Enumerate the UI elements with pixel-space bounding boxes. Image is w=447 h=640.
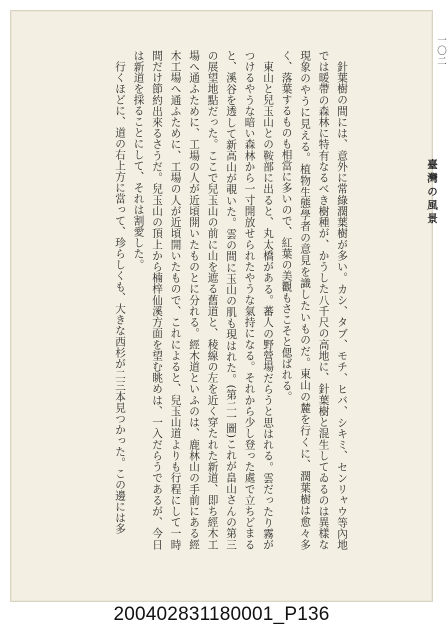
scan-identifier: 200402831180001_P136 — [113, 604, 330, 625]
book-page — [10, 10, 446, 602]
paragraph-1: 針葉樹の間には、意外に常綠濶葉樹が多い。カシ、タブ、モチ、ヒバ、シキミ、センリャウ等內地では暖帶の森林に特有なるべき樹種が、かうした八千尺の高地に、針葉樹と混生してゐるのは異樣な現象のやうに見える。植物生態學者の意見を識したいものだ。東山の麓を行くに、濶葉樹は愈々多く、落葉するものも相當に多いので、紅葉の美觀もさこそと偲ばれる。 — [280, 50, 348, 550]
running-head: 臺灣の風景 — [426, 159, 438, 227]
text-frame — [39, 17, 446, 563]
body-text — [111, 50, 352, 550]
paragraph-2: 東山と兒玉山との鞍部に出ると、丸太橋がある。蕃人の野營場だらうと思はれる。雲だったり霧がつけるやうな暗い森林から一寸開放せられたやうな氣持になる。それから少し登った處で立ちどまると、溪谷を透して新高山が覗いた。雲の間に玉山の肌も現はれた。(第二一圖)これが畠山さんの第三の展望地點だった。ここで兒玉山の前に山を遮る舊道と、稜線の左を近く穿たれた新道、即ち經木工場へ通ふために、工場の人が近頃開いたものとに分れる。經木道といふのは、鹿林山の手前にある經木工場へ通ふために、工場の人が近頃開いたもので、これによると、兒玉山道よりも行程にして一時間だけ節約出來るさうだ。兒玉山の頂上から楠梓仙溪方面を望む眺めは、一入だらうであるが、今日は新道を採ることにして、それは割愛した。 — [132, 50, 274, 550]
paragraph-3: 行くほどに、道の右上方に當って、珍らしくも、大きな西杉が二三本見つかった。この邊には多 — [114, 60, 126, 534]
page-number: 一〇二 — [435, 35, 446, 67]
